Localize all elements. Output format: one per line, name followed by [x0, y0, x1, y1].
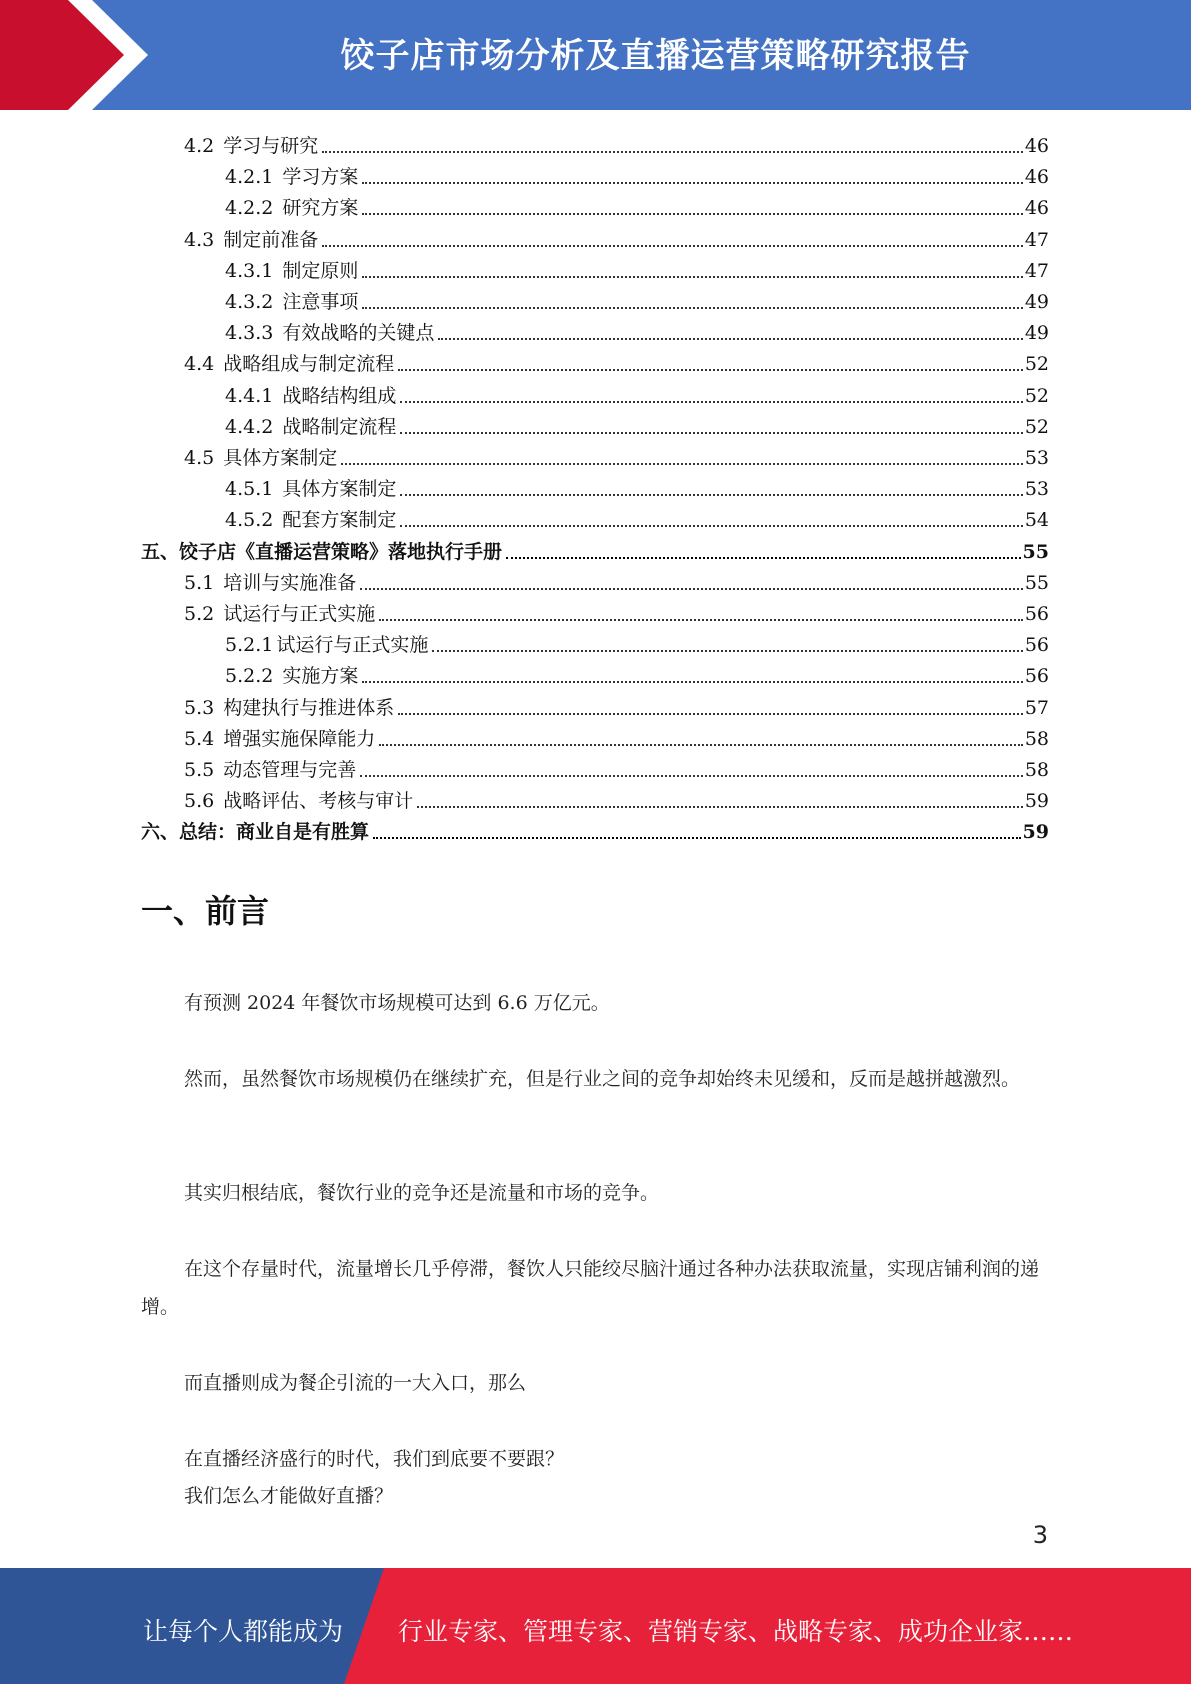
toc-entry-number: 4.4.2: [225, 415, 274, 438]
toc-entry-title: 制定原则: [282, 259, 359, 282]
toc-entry-title: 六、总结：商业自是有胜算: [141, 821, 370, 844]
toc-entry-number: 5.2: [184, 603, 215, 625]
toc-entry-title: 动态管理与完善: [223, 759, 357, 781]
toc-entry-number: 4.5.1: [225, 478, 274, 501]
toc-entry[interactable]: [184, 222, 1049, 252]
toc-entry-page: 46: [1024, 135, 1049, 157]
toc-entry[interactable]: [225, 627, 1049, 657]
toc-entry-page: 56: [1024, 665, 1049, 688]
toc-entry-page: 58: [1024, 727, 1049, 750]
toc-entry-page: 56: [1024, 603, 1049, 625]
toc-entry-number: 5.5: [184, 759, 215, 781]
toc-entry[interactable]: [184, 128, 1049, 158]
toc-entry-title: 具体方案制定: [282, 478, 397, 501]
toc-entry-page: 59: [1022, 821, 1049, 844]
toc-dot-leader: [322, 244, 1023, 247]
toc-entry-page: 49: [1024, 322, 1049, 345]
paragraph-3: 其实归根结底，餐饮行业的竞争还是流量和市场的竞争。: [184, 1182, 660, 1204]
toc-entry[interactable]: [184, 752, 1049, 782]
toc-entry-page: 59: [1024, 790, 1049, 813]
toc-entry-title: 构建执行与推进体系: [223, 696, 395, 719]
toc-dot-leader: [379, 743, 1023, 746]
toc-dot-leader: [373, 836, 1021, 839]
toc-entry-number: 4.5: [184, 447, 215, 469]
page-footer: [0, 1568, 1191, 1684]
toc-entry-title: 战略制定流程: [282, 415, 397, 438]
toc-entry[interactable]: [225, 159, 1049, 189]
toc-entry-number: 5.3: [184, 696, 215, 719]
section-heading: 一、前言: [141, 892, 270, 930]
toc-entry[interactable]: [225, 502, 1049, 532]
toc-dot-leader: [400, 431, 1022, 434]
toc-dot-leader: [362, 181, 1022, 184]
toc-entry-title: 战略组成与制定流程: [223, 353, 395, 376]
toc-entry-title: 学习方案: [282, 166, 359, 189]
toc-dot-leader: [432, 649, 1022, 652]
footer-slogan-left: 让每个人都能成为: [143, 1617, 344, 1646]
toc-entry[interactable]: [184, 565, 1049, 595]
toc-entry[interactable]: [225, 378, 1049, 408]
toc-dot-leader: [360, 774, 1023, 777]
page-number: 3: [1032, 1521, 1048, 1549]
toc-entry-page: 47: [1024, 259, 1049, 282]
toc-entry[interactable]: [225, 253, 1049, 283]
toc-entry-page: 52: [1024, 353, 1049, 376]
toc-entry-number: 4.3.2: [225, 291, 274, 313]
toc-dot-leader: [400, 400, 1022, 403]
toc-dot-leader: [400, 493, 1022, 496]
toc-entry-title: 制定前准备: [223, 228, 319, 251]
toc-dot-leader: [438, 337, 1022, 340]
page-header: [0, 0, 1191, 110]
toc-entry-page: 46: [1024, 197, 1049, 220]
toc-entry-title: 学习与研究: [223, 135, 319, 157]
paragraph-4: 在这个存量时代，流量增长几乎停滞，餐饮人只能绞尽脑汁通过各种办法获取流量，实现店铺利润的递增。: [141, 1258, 1040, 1318]
toc-dot-leader: [398, 368, 1023, 371]
toc-dot-leader: [341, 462, 1023, 465]
footer-slogan-right: 行业专家、管理专家、营销专家、战略专家、成功企业家……: [398, 1617, 1074, 1646]
toc-entry-number: 4.4.1: [225, 384, 274, 407]
toc-entry-number: 5.2.2: [225, 665, 274, 688]
toc-entry-number: 4.3.3: [225, 322, 274, 345]
toc-entry[interactable]: [141, 814, 1049, 844]
toc-dot-leader: [400, 524, 1022, 527]
toc-entry-page: 58: [1024, 759, 1049, 781]
toc-entry[interactable]: [184, 596, 1049, 626]
toc-entry-title: 五、饺子店《直播运营策略》落地执行手册: [141, 540, 503, 563]
toc-entry-title: 战略结构组成: [282, 384, 397, 407]
toc-entry-title: 研究方案: [282, 197, 359, 220]
toc-dot-leader: [506, 556, 1021, 559]
toc-entry-number: 4.2.2: [225, 197, 274, 220]
toc-entry-number: 4.2: [184, 135, 215, 157]
toc-dot-leader: [322, 150, 1023, 153]
toc-entry[interactable]: [225, 409, 1049, 439]
toc-entry[interactable]: [225, 190, 1049, 220]
toc-entry[interactable]: [141, 534, 1049, 564]
toc-entry[interactable]: [225, 471, 1049, 501]
toc-entry-page: 54: [1024, 509, 1049, 532]
toc-entry-title: 实施方案: [282, 665, 359, 688]
toc-entry-title: 战略评估、考核与审计: [223, 790, 414, 813]
toc-entry-number: 5.6: [184, 790, 215, 813]
toc-entry[interactable]: [184, 440, 1049, 470]
toc-dot-leader: [362, 680, 1022, 683]
toc-entry-page: 57: [1024, 696, 1049, 719]
paragraph-6: 在直播经济盛行的时代，我们到底要不要跟？: [184, 1448, 565, 1470]
toc-entry-page: 47: [1024, 228, 1049, 251]
toc-dot-leader: [398, 712, 1023, 715]
toc-entry-title: 增强实施保障能力: [223, 727, 376, 750]
toc-entry-number: 4.4: [184, 353, 215, 376]
toc-entry-number: 5.1: [184, 571, 215, 594]
toc-dot-leader: [379, 618, 1023, 621]
toc-entry[interactable]: [184, 346, 1049, 376]
toc-entry-page: 55: [1022, 540, 1049, 563]
toc-entry-title: 试运行与正式实施: [223, 603, 376, 625]
toc-entry-title: 具体方案制定: [223, 447, 338, 469]
toc-entry-page: 46: [1024, 166, 1049, 189]
toc-entry-page: 52: [1024, 415, 1049, 438]
toc-entry-page: 52: [1024, 384, 1049, 407]
toc-entry-page: 53: [1024, 478, 1049, 501]
toc-entry-number: 5.4: [184, 727, 215, 750]
toc-entry-number: 4.5.2: [225, 509, 274, 532]
paragraph-7: 我们怎么才能做好直播？: [184, 1485, 394, 1507]
toc-entry-number: 4.3: [184, 228, 215, 251]
document-title: 饺子店市场分析及直播运营策略研究报告: [340, 36, 971, 76]
paragraph-1: 有预测 2024 年餐饮市场规模可达到 6.6 万亿元。: [184, 992, 610, 1014]
toc-entry[interactable]: [184, 783, 1049, 813]
toc-dot-leader: [362, 306, 1022, 309]
toc-entry-number: 4.2.1: [225, 166, 274, 189]
toc-entry-page: 53: [1024, 447, 1049, 469]
toc-entry-title: 有效战略的关键点: [282, 322, 435, 345]
toc-dot-leader: [362, 275, 1022, 278]
toc-entry-number: 4.3.1: [225, 259, 274, 282]
toc-entry-title: 试运行与正式实施: [276, 634, 429, 657]
toc-entry-page: 56: [1024, 634, 1049, 657]
toc-entry-title: 配套方案制定: [282, 509, 397, 532]
toc-entry[interactable]: [225, 284, 1049, 314]
toc-entry[interactable]: [184, 690, 1049, 720]
toc-entry[interactable]: [184, 721, 1049, 751]
toc-entry-title: 注意事项: [282, 291, 359, 313]
toc-dot-leader: [360, 587, 1023, 590]
toc-dot-leader: [362, 212, 1022, 215]
toc-entry-page: 55: [1024, 571, 1049, 594]
toc-entry[interactable]: [225, 315, 1049, 345]
toc-entry-number: 5.2.1: [225, 634, 274, 657]
paragraph-5: 而直播则成为餐企引流的一大入口，那么: [184, 1372, 527, 1394]
paragraph-2: 然而，虽然餐饮市场规模仍在继续扩充，但是行业之间的竞争却始终未见缓和，反而是越拼越激烈。: [184, 1068, 1021, 1090]
toc-entry[interactable]: [225, 658, 1049, 688]
toc-dot-leader: [417, 805, 1023, 808]
toc-entry-title: 培训与实施准备: [223, 571, 357, 594]
toc-entry-page: 49: [1024, 291, 1049, 313]
